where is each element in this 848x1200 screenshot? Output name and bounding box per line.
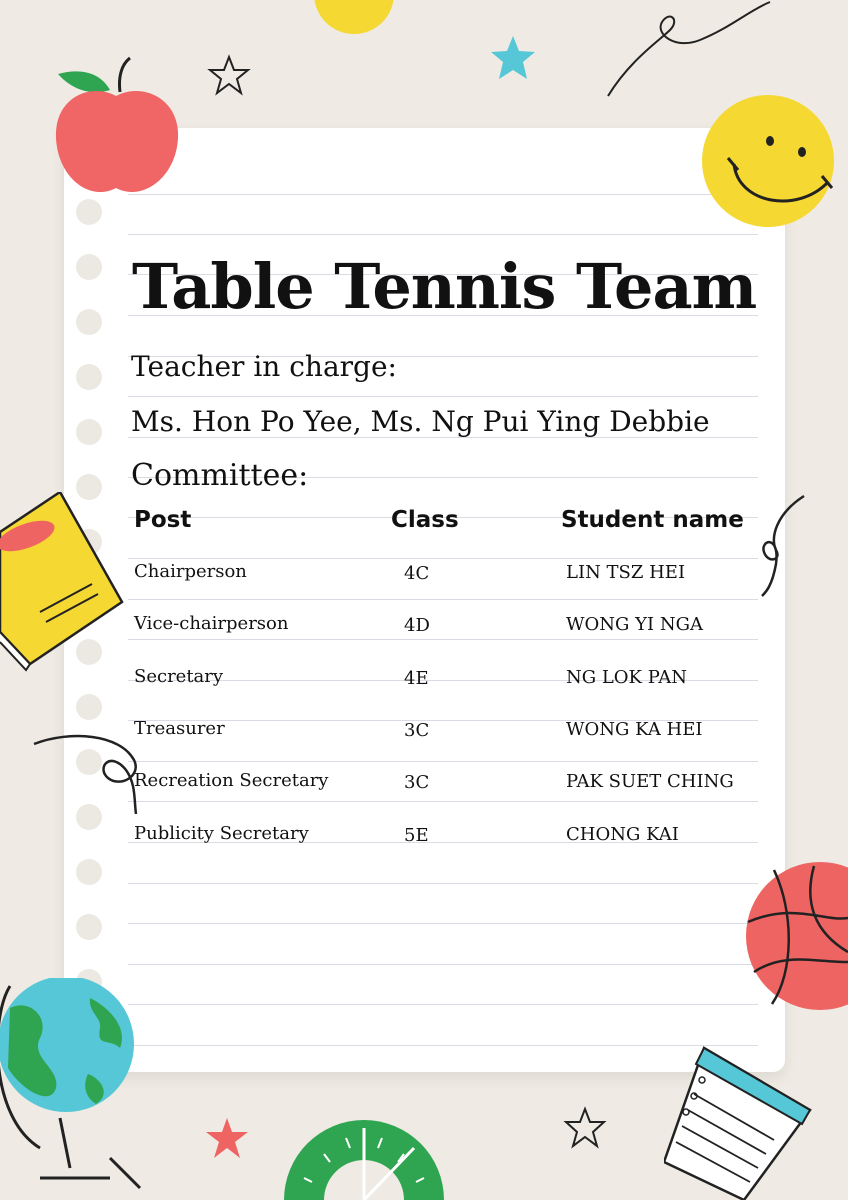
- ruled-line: [128, 801, 758, 802]
- binder-hole: [76, 199, 102, 225]
- binder-hole: [76, 694, 102, 720]
- ruled-line: [128, 558, 758, 559]
- binder-hole: [76, 419, 102, 445]
- binder-hole: [76, 914, 102, 940]
- teacher-names: Ms. Hon Po Yee, Ms. Ng Pui Ying Debbie: [131, 405, 710, 438]
- apple-icon: [50, 52, 184, 202]
- cell-post: Recreation Secretary: [134, 770, 329, 791]
- ruled-line: [128, 234, 758, 235]
- committee-label: Committee:: [131, 458, 309, 493]
- cell-student-name: WONG KA HEI: [566, 719, 703, 740]
- cell-class: 4C: [404, 563, 430, 584]
- ruled-line: [128, 194, 758, 195]
- star-icon: [488, 34, 538, 82]
- cell-post: Treasurer: [134, 718, 225, 739]
- cell-student-name: PAK SUET CHING: [566, 771, 734, 792]
- binder-hole: [76, 859, 102, 885]
- cell-post: Chairperson: [134, 561, 247, 582]
- ruled-line: [128, 1004, 758, 1005]
- header-post: Post: [134, 507, 192, 533]
- globe-icon: [0, 978, 150, 1200]
- header-class: Class: [391, 507, 459, 533]
- binder-hole: [76, 364, 102, 390]
- ruled-line: [128, 599, 758, 600]
- book-icon: [0, 492, 124, 672]
- cell-class: 3C: [404, 772, 430, 793]
- ruled-line: [128, 964, 758, 965]
- binder-hole: [76, 254, 102, 280]
- cell-class: 4E: [404, 668, 429, 689]
- page-title: Table Tennis Team: [132, 250, 757, 323]
- header-student-name: Student name: [561, 507, 744, 533]
- cell-student-name: NG LOK PAN: [566, 667, 687, 688]
- basketball-icon: [744, 862, 848, 1012]
- sun-circle-icon: [312, 0, 396, 40]
- cell-student-name: LIN TSZ HEI: [566, 562, 686, 583]
- cell-student-name: WONG YI NGA: [566, 614, 703, 635]
- ruled-line: [128, 639, 758, 640]
- squiggle-top-right-icon: [600, 0, 780, 100]
- cell-class: 5E: [404, 825, 429, 846]
- star-outline-bottom-icon: [562, 1106, 608, 1150]
- squiggle-left-icon: [30, 730, 142, 816]
- smiley-icon: [698, 94, 838, 228]
- cell-post: Vice-chairperson: [134, 613, 289, 634]
- teacher-label: Teacher in charge:: [131, 350, 397, 383]
- ruled-line: [128, 883, 758, 884]
- cell-class: 3C: [404, 720, 430, 741]
- cell-post: Secretary: [134, 666, 224, 687]
- cell-class: 4D: [404, 615, 430, 636]
- ruled-line: [128, 761, 758, 762]
- squiggle-right-icon: [756, 494, 816, 598]
- binder-hole: [76, 309, 102, 335]
- protractor-icon: [284, 1118, 444, 1200]
- cell-student-name: CHONG KAI: [566, 824, 679, 845]
- notepad-icon: [664, 1044, 812, 1200]
- star-pink-icon: [203, 1116, 251, 1160]
- ruled-line: [128, 396, 758, 397]
- star-outline-icon: [206, 54, 252, 96]
- cell-post: Publicity Secretary: [134, 823, 309, 844]
- ruled-line: [128, 923, 758, 924]
